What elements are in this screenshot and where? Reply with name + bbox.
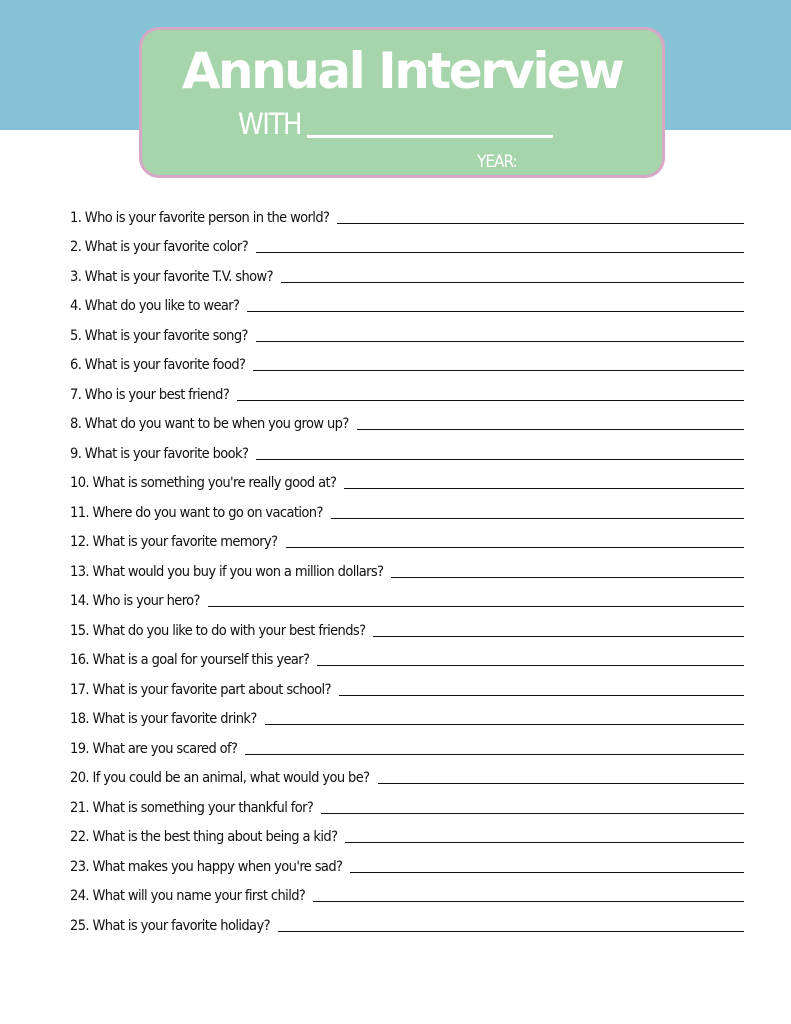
question-row: [70, 758, 744, 788]
question-text: 20. If you could be an animal, what would you be?: [70, 770, 370, 786]
answer-line[interactable]: [317, 665, 744, 666]
question-text: 4. What do you like to wear?: [70, 298, 240, 314]
answer-line[interactable]: [345, 842, 744, 843]
question-text: 8. What do you want to be when you grow up?: [70, 416, 349, 432]
question-text: 16. What is a goal for yourself this year?: [70, 652, 310, 668]
answer-line[interactable]: [321, 813, 744, 814]
question-text: 19. What are you scared of?: [70, 740, 238, 757]
question-row: [70, 551, 744, 581]
question-text: 14. Who is your hero?: [70, 593, 200, 609]
question-row: [70, 197, 744, 227]
answer-line[interactable]: [208, 606, 744, 607]
question-text: 6. What is your favorite food?: [70, 357, 246, 373]
question-text: 22. What is the best thing about being a kid?: [70, 829, 338, 845]
interviewee-name-field[interactable]: [307, 135, 553, 138]
question-text: 12. What is your favorite memory?: [70, 534, 278, 550]
answer-line[interactable]: [281, 282, 744, 283]
question-row: [70, 522, 744, 552]
question-text: 3. What is your favorite T.V. show?: [70, 268, 273, 285]
answer-line[interactable]: [339, 695, 744, 696]
question-text: 23. What makes you happy when you're sad?: [70, 858, 343, 875]
question-row: [70, 256, 744, 286]
question-row: [70, 315, 744, 345]
question-row: [70, 876, 744, 906]
answer-line[interactable]: [350, 872, 744, 873]
answer-line[interactable]: [391, 577, 744, 578]
question-row: [70, 817, 744, 847]
year-label: YEAR:: [477, 152, 517, 172]
answer-line[interactable]: [245, 754, 744, 755]
answer-line[interactable]: [278, 931, 744, 932]
answer-line[interactable]: [337, 223, 744, 224]
question-row: [70, 728, 744, 758]
answer-line[interactable]: [357, 429, 744, 430]
answer-line[interactable]: [378, 783, 745, 784]
answer-line[interactable]: [253, 370, 744, 371]
question-text: 10. What is something you're really good at?: [70, 475, 337, 491]
title-card: [139, 27, 665, 178]
question-text: 17. What is your favorite part about school?: [70, 681, 331, 698]
question-row: [70, 345, 744, 375]
question-row: [70, 463, 744, 493]
answer-line[interactable]: [265, 724, 744, 725]
question-list: [70, 197, 744, 935]
question-text: 11. Where do you want to go on vacation?: [70, 504, 323, 521]
answer-line[interactable]: [237, 400, 744, 401]
question-row: [70, 581, 744, 611]
question-row: [70, 610, 744, 640]
question-text: 24. What will you name your first child?: [70, 888, 306, 904]
question-text: 13. What would you buy if you won a million dollars?: [70, 563, 384, 580]
question-row: [70, 286, 744, 316]
answer-line[interactable]: [313, 901, 744, 902]
answer-line[interactable]: [331, 518, 744, 519]
question-text: 21. What is something your thankful for?: [70, 799, 314, 816]
question-row: [70, 404, 744, 434]
question-text: 2. What is your favorite color?: [70, 239, 249, 255]
question-text: 9. What is your favorite book?: [70, 445, 249, 462]
question-text: 1. Who is your favorite person in the world?: [70, 209, 330, 226]
answer-line[interactable]: [256, 252, 744, 253]
question-text: 7. Who is your best friend?: [70, 386, 230, 403]
question-text: 5. What is your favorite song?: [70, 327, 248, 344]
question-row: [70, 374, 744, 404]
question-row: [70, 787, 744, 817]
interviewee-name-row: [238, 108, 553, 140]
question-row: [70, 905, 744, 935]
with-label: WITH: [238, 107, 302, 141]
question-row: [70, 640, 744, 670]
page-title: Annual Interview: [181, 42, 623, 100]
question-row: [70, 669, 744, 699]
answer-line[interactable]: [286, 547, 745, 548]
answer-line[interactable]: [247, 311, 744, 312]
question-row: [70, 846, 744, 876]
question-text: 18. What is your favorite drink?: [70, 711, 257, 727]
answer-line[interactable]: [256, 341, 744, 342]
answer-line[interactable]: [256, 459, 744, 460]
question-row: [70, 492, 744, 522]
question-text: 15. What do you like to do with your best friends?: [70, 622, 366, 639]
question-text: 25. What is your favorite holiday?: [70, 917, 270, 934]
question-row: [70, 699, 744, 729]
question-row: [70, 227, 744, 257]
answer-line[interactable]: [373, 636, 744, 637]
question-row: [70, 433, 744, 463]
answer-line[interactable]: [344, 488, 744, 489]
